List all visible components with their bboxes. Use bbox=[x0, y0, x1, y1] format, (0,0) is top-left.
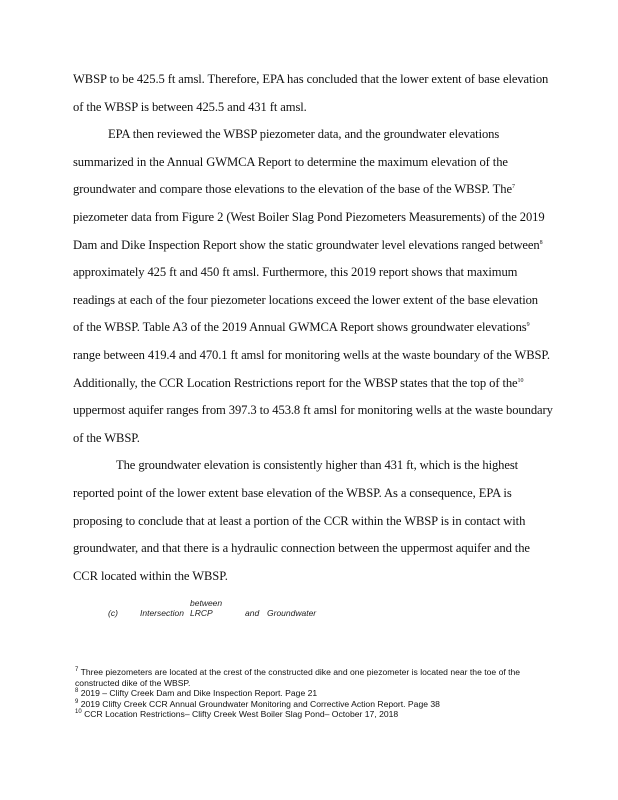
text-line bbox=[73, 176, 563, 204]
footnote bbox=[75, 709, 555, 720]
footnote bbox=[75, 699, 555, 710]
text-line: proposing to conclude that at least a portion of the CCR within the WBSP is in contact with bbox=[73, 513, 526, 528]
text-fragment: groundwater and compare those elevations to the elevation of the base of the WBSP. The bbox=[73, 182, 512, 197]
heading-word: Groundwater bbox=[267, 608, 317, 618]
text-line: reported point of the lower extent base elevation of the WBSP. As a consequence, EPA is bbox=[73, 485, 512, 500]
footnote bbox=[75, 688, 555, 699]
text-line: of the WBSP. bbox=[73, 430, 140, 445]
footnote-mark: 9 bbox=[75, 698, 79, 705]
text-line: approximately 425 ft and 450 ft amsl. Furthermore, this 2019 report shows that maximum bbox=[73, 265, 518, 280]
footnote-text: constructed dike of the WBSP. bbox=[75, 677, 191, 688]
paragraph-2 bbox=[73, 121, 563, 452]
footnote bbox=[75, 667, 555, 678]
text-line: readings at each of the four piezometer locations exceed the lower extent of the base elevation bbox=[73, 292, 539, 307]
body-text bbox=[73, 66, 563, 590]
footnote-ref: 10 bbox=[517, 377, 524, 384]
footnotes bbox=[75, 667, 555, 720]
text-line: piezometer data from Figure 2 (West Boiler Slag Pond Piezometers Measurements) of the 2019 bbox=[73, 209, 545, 224]
footnote-text: CCR Location Restrictions– Clifty Creek West Boiler Slag Pond– October 17, 2018 bbox=[84, 709, 399, 720]
footnote-text: 2019 Clifty Creek CCR Annual Groundwater Monitoring and Corrective Action Report. Page 38 bbox=[80, 698, 440, 709]
footnote-text: 2019 – Clifty Creek Dam and Dike Inspection Report. Page 21 bbox=[80, 688, 318, 699]
footnote-text: Three piezometers are located at the crest of the constructed dike and one piezometer is located near the toe of the bbox=[80, 667, 521, 677]
text-line bbox=[73, 232, 563, 260]
text-line: uppermost aquifer ranges from 397.3 to 453.8 ft amsl for monitoring wells at the waste boundary bbox=[73, 403, 553, 418]
text-line bbox=[73, 370, 563, 398]
heading-number: (c) bbox=[108, 608, 118, 618]
text-line: The groundwater elevation is consistently higher than 431 ft, which is the highest bbox=[116, 458, 519, 473]
paragraph-3 bbox=[73, 452, 563, 590]
footnote-ref: 8 bbox=[539, 239, 543, 246]
text-line: range between 419.4 and 470.1 ft amsl for monitoring wells at the waste boundary of the WBSP. bbox=[73, 347, 550, 362]
text-line bbox=[73, 314, 563, 342]
text-line: CCR located within the WBSP. bbox=[73, 568, 228, 583]
text-fragment: Additionally, the CCR Location Restrictions report for the WBSP states that the top of the bbox=[73, 375, 518, 390]
text-fragment: of the WBSP. Table A3 of the 2019 Annual GWMCA Report shows groundwater elevations bbox=[73, 320, 527, 335]
footnote-mark: 7 bbox=[75, 667, 79, 674]
text-line: of the WBSP is between 425.5 and 431 ft amsl. bbox=[73, 99, 307, 114]
heading-word: between LRCP bbox=[190, 598, 223, 618]
footnote-mark: 8 bbox=[75, 688, 79, 695]
text-line: summarized in the Annual GWMCA Report to determine the maximum elevation of the bbox=[73, 154, 508, 169]
text-line: WBSP to be 425.5 ft amsl. Therefore, EPA has concluded that the lower extent of base elevation bbox=[73, 72, 549, 86]
section-heading bbox=[108, 598, 316, 618]
heading-word: and bbox=[245, 608, 260, 618]
text-fragment: Dam and Dike Inspection Report show the static groundwater level elevations ranged between bbox=[73, 237, 540, 252]
footnote-ref: 9 bbox=[526, 322, 530, 329]
text-line: EPA then reviewed the WBSP piezometer data, and the groundwater elevations bbox=[108, 127, 500, 142]
footnote-ref: 7 bbox=[511, 184, 515, 191]
heading-word: Intersection bbox=[140, 608, 184, 618]
footnote bbox=[75, 678, 555, 689]
text-line: groundwater, and that there is a hydraulic connection between the uppermost aquifer and the bbox=[73, 541, 530, 556]
footnote-mark: 10 bbox=[75, 709, 82, 716]
paragraph-1 bbox=[73, 66, 563, 121]
